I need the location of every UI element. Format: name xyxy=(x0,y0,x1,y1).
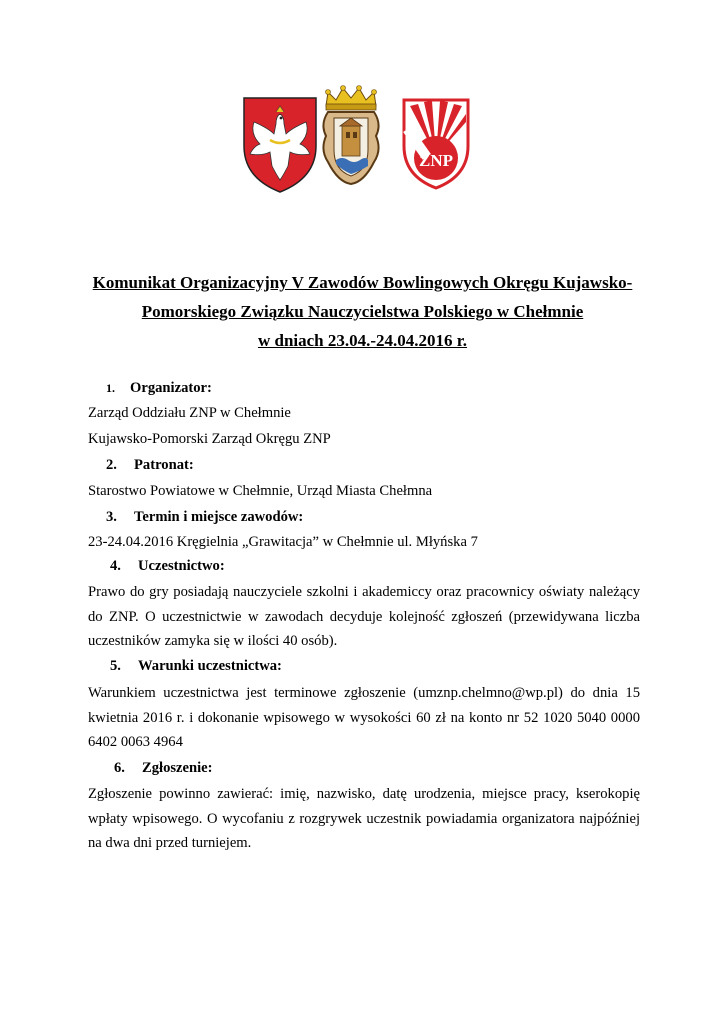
section-1-title: Organizator: xyxy=(130,380,212,396)
title-line-1: Komunikat Organizacyjny V Zawodów Bowlingowych Okręgu Kujawsko- xyxy=(92,273,633,292)
section-3-line-1: 23-24.04.2016 Kręgielnia „Grawitacja” w Chełmnie ul. Młyńska 7 xyxy=(88,534,478,550)
section-4-paragraph: Prawo do gry posiadają nauczyciele szkolni i akademiccy oraz pracownicy oświaty należący do ZNP. O uczestnictwie w zawodach decyduje kolejność zgłoszeń (przewidywana liczba uczestników zamyka się w ilości 40 osób). xyxy=(88,584,640,649)
section-6-heading xyxy=(114,760,213,777)
section-2-line-1: Starostwo Powiatowe w Chełmnie, Urząd Miasta Chełmna xyxy=(88,483,433,499)
title-line-3: w dniach 23.04.-24.04.2016 r. xyxy=(257,331,468,350)
section-1-line-1: Zarząd Oddziału ZNP w Chełmnie xyxy=(88,405,291,421)
section-5-number: 5. xyxy=(110,658,121,674)
title-line-2: Pomorskiego Związku Nauczycielstwa Polskiego w Chełmnie xyxy=(141,302,584,321)
section-5-title: Warunki uczestnictwa: xyxy=(138,658,282,674)
section-2-title: Patronat: xyxy=(134,457,194,473)
znp-logo xyxy=(400,96,472,190)
section-3-heading xyxy=(106,509,303,526)
section-2-heading xyxy=(106,457,194,474)
section-6-number: 6. xyxy=(114,760,125,776)
section-1-line-2: Kujawsko-Pomorski Zarząd Okręgu ZNP xyxy=(88,431,331,447)
section-4-heading xyxy=(110,558,225,575)
section-5-heading xyxy=(110,658,282,675)
znp-logo-text: ZNP xyxy=(419,151,453,170)
section-6-paragraph: Zgłoszenie powinno zawierać: imię, nazwisko, datę urodzenia, miejsce pracy, kserokopię wpłaty wpisowego. O wycofaniu z rozgrywek uczestnik powiadamia organizatora najpóźniej na dwa dni przed turniejem. xyxy=(88,786,640,851)
section-1-number: 1. xyxy=(106,381,115,395)
section-2-number: 2. xyxy=(106,457,117,473)
section-3-number: 3. xyxy=(106,509,117,525)
section-5-paragraph: Warunkiem uczestnictwa jest terminowe zgłoszenie (umznp.chelmno@wp.pl) do dnia 15 kwietnia 2016 r. i dokonanie wpisowego w wysokości 60 zł na konto nr 52 1020 5040 0000 6402 0063 4964 xyxy=(88,685,640,750)
logo-row xyxy=(0,84,725,194)
section-3-title: Termin i miejsce zawodów: xyxy=(134,509,304,525)
chelmno-town-coat-of-arms-logo xyxy=(318,84,384,188)
section-4-number: 4. xyxy=(110,558,121,574)
section-6-title: Zgłoszenie: xyxy=(142,760,213,776)
document-title xyxy=(60,268,665,355)
eagle-coat-of-arms-logo xyxy=(240,94,320,194)
section-4-title: Uczestnictwo: xyxy=(138,558,225,574)
section-1-heading xyxy=(106,380,212,397)
